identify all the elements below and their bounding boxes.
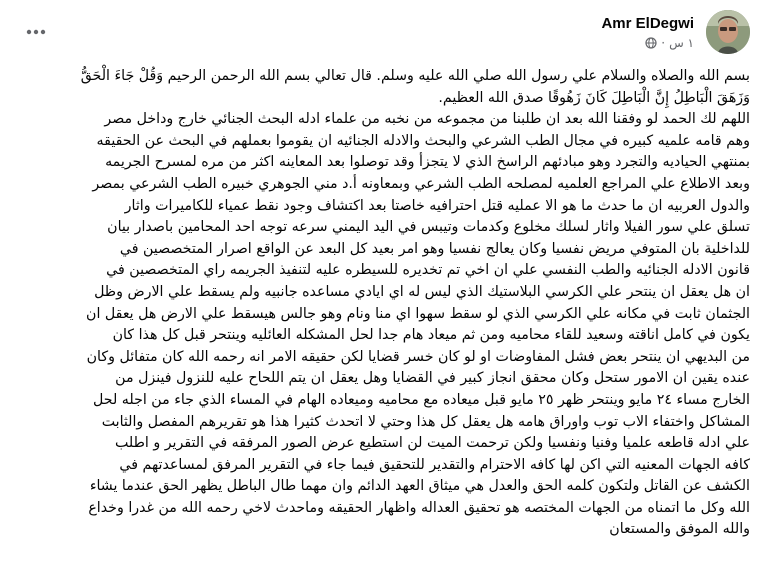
post-body-line: الله وكل ما اتمناه من الجهات المختصه هو تحقيق العداله واظهار الحقيقه وماحدث لاخي رحمه الله من غدرا وخداع	[88, 499, 750, 516]
post-body-line: بسم الله والصلاه والسلام علي رسول الله صلي الله عليه وسلم. قال تعالي بسم الله الرحمن الرحيم وَقُلْ جَاءَ الْحَقُّ	[80, 68, 750, 84]
post-body-line: ان هل يعقل ان ينتحر علي الكرسي البلاستيك الذي ليس له اي ايادي مساعده جانبيه ولم يسقط علي الارض وظل	[94, 283, 750, 300]
post-body-line: علي ادله قاطعه علميا وفنيا ونفسيا ولكن ترحمت الميت لن استطيع عرض الصور المرفقه في التقرير و اطلب	[115, 435, 750, 452]
post-body-line: المشاكل واختفاء الاب توب واوراق هامه هل يعقل كل هذا وحتي لا اتحدث كثيرا هذا هو تقريرهم المفصل والثابت	[101, 413, 750, 430]
meta-separator: ·	[661, 36, 666, 50]
post-body	[14, 66, 750, 541]
post-body-line: والدول العربيه ان ما حدث ما هو الا عمليه قتل احترافيه خاصتا بعد اكتشاف وجود نقط عمياء للكاميرات واثار	[124, 197, 750, 214]
post-body-line: الكشف عن القاتل ولتكون كلمه الحق والعدل هي ميثاق العهد الدائم وان مهما طال الباطل يظهر الحق عندما يشاء	[89, 478, 750, 495]
post-body-line: من البديهي ان ينتحر بعض فشل المفاوضات او لو كان خسر قضايا لكن حقيقه الامر انه رحمه الله كان متفائل وكان	[86, 348, 750, 365]
post-body-line: وبعد الاطلاع علي المراجع العلميه لمصلحه الطب الشرعي وبمعاونه أ.د مني الجوهري خبيره الطب الشرعي بمصر	[92, 175, 750, 192]
post-body-line: تسلق علي سور الفيلا واثار لسلك مخلوع وكدمات وتيبس في اليد اليمني سرعه توجه احد المحامين باصدار بيان	[107, 219, 750, 236]
post-body-line: الخارج مساء ٢٤ مايو وينتحر ظهر ٢٥ مايو قبل ميعاده مع محاميه وميعاده الهام في المساء الذي جاء من اجله لحل	[93, 391, 750, 408]
avatar-photo-icon	[706, 10, 750, 54]
avatar[interactable]	[706, 10, 750, 54]
globe-icon[interactable]	[645, 37, 657, 49]
post-body-line: وهم قامه علميه كبيره في مجال الطب الشرعي والبحث والادله الجنائيه ان يقوموا بعملهم في البحث عن الحقيقه	[96, 132, 750, 149]
post-body-line: الجثمان ثابت في مكانه علي الكرسي الذي لو سقط سهوا اي منا ونام وهو جالس هيسقط علي الارض هل يعقل ان	[86, 305, 750, 322]
more-options-button[interactable]	[20, 20, 52, 44]
post-body-line: للداخلية بان المتوفي مريض نفسيا وكان يعالج نفسيا وهو امر بعيد كل البعد عن الواقع اصرار المتخصصين في	[119, 240, 750, 257]
post-body-line: بمنتهي الحياديه والتجرد وهو مبادئهم الراسخ الذي لا يتجزأ وقد توصلوا بعد المعاينه اكثر من مره لمسرح الجريمه	[105, 154, 750, 171]
post-body-line: اللهم لك الحمد لو وفقنا الله بعد ان طلبنا من مجموعه من نخبه من علماء ادله البحث الجنائي خارج وداخل مصر	[104, 111, 750, 128]
author-block	[601, 14, 694, 50]
post-body-line: وَزَهَقَ الْبَاطِلُ إِنَّ الْبَاطِلَ كَانَ زَهُوقًا صدق الله العظيم.	[438, 89, 750, 106]
post-body-line: قانون الادله الجنائيه والطب النفسي علي ان اخي تم تخديره للسيطره عليه لتنفيذ الجريمه راي المتخصصين في	[106, 262, 750, 279]
author-name[interactable]: Amr ElDegwi	[601, 15, 694, 32]
post-meta	[601, 36, 694, 50]
post-body-line: عنده يقين ان الامور ستحل وكان محقق انجاز كبير في القضايا وهل يعقل ان يتم اللحاح عليه للنزول فينزل من	[115, 370, 750, 387]
post-body-line: كافه الجهات المعنيه التي اكن لها كافه الاحترام والتقدير للتحقيق فيما جاء في التقرير المرفق لمساعدتهم في	[119, 456, 750, 473]
post-time[interactable]: ١ س	[669, 36, 694, 50]
more-horizontal-icon	[26, 29, 46, 35]
post-body-line: يكون في كامل اناقته وسعيد للقاء محاميه ومن ثم ميعاد هام جدا لحل المشكله العائليه وينتحر قبل كل هذا كان	[112, 327, 750, 344]
post-body-line: والله الموفق والمستعان	[609, 521, 750, 538]
post-header	[14, 10, 750, 62]
